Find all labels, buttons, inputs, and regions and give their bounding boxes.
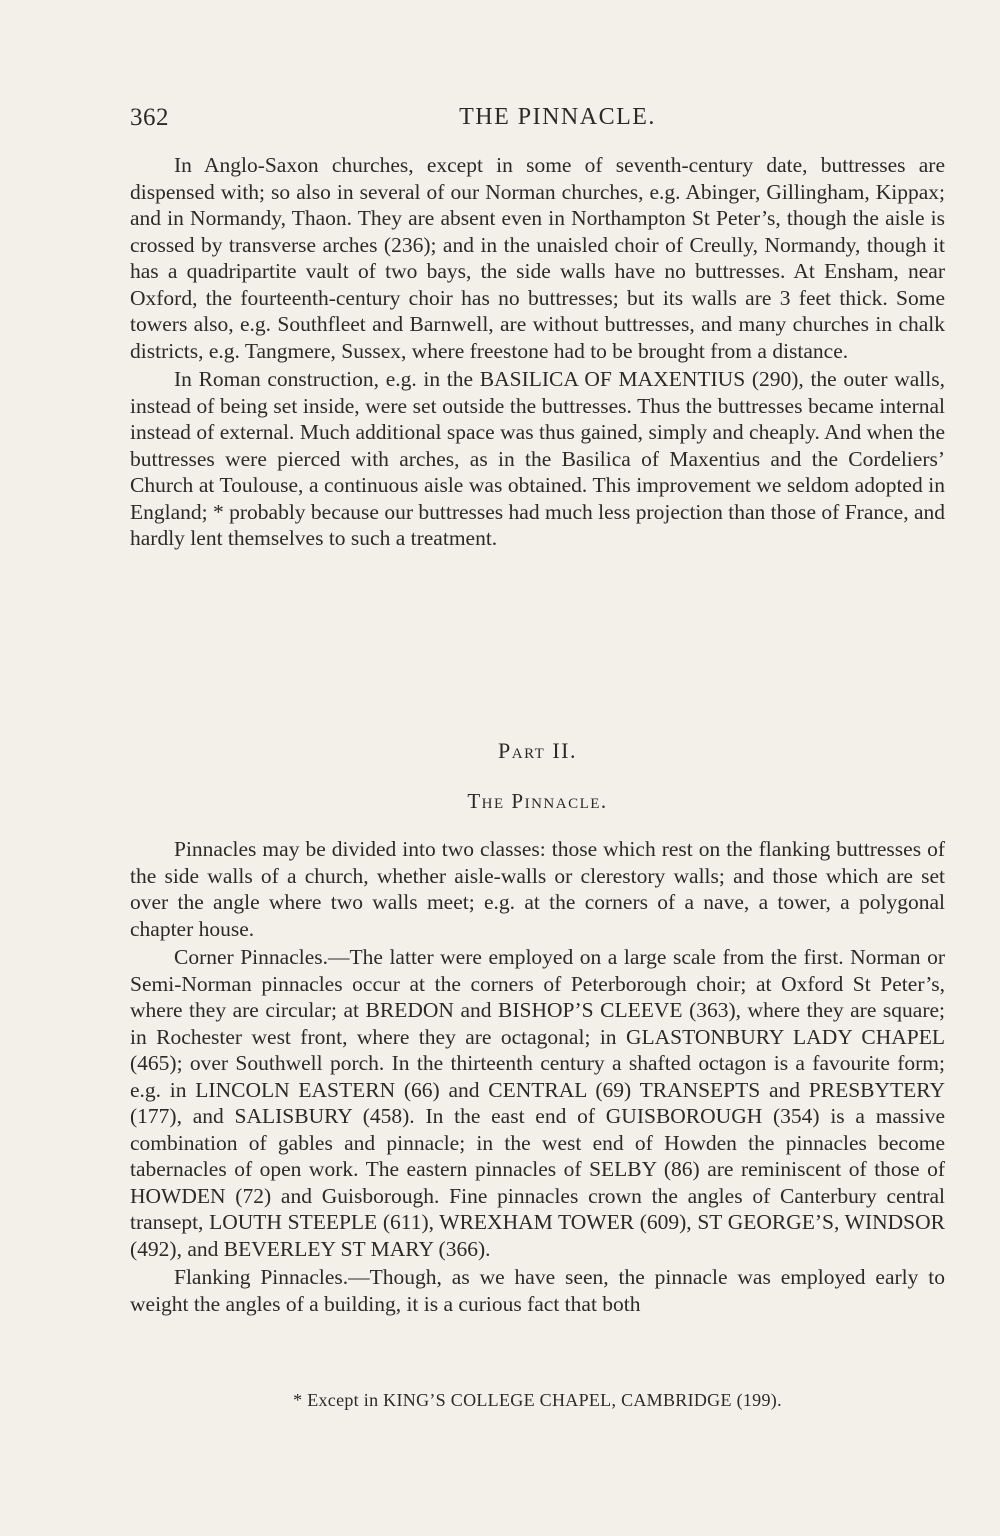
page-header [130,104,945,144]
page-number: 362 [130,104,169,131]
paragraph-corner-pinnacles: Corner Pinnacles.—The latter were employed on a large scale from the first. Norman or Semi-Norman pinnacles occur at the corners of Peterborough choir; at Oxford St Peter’s, where they are circular; at BREDON and BISHOP’S CLEEVE (363), where they are square; in Rochester west front, where they are octagonal; in GLASTONBURY LADY CHAPEL (465); over Southwell porch. In the thirteenth century a shafted octagon is a favourite form; e.g. in LINCOLN EASTERN (66) and CENTRAL (69) TRANSEPTS and PRESBYTERY (177), and SALISBURY (458). In the east end of GUISBOROUGH (354) is a massive combination of gables and pinnacle; in the west end of Howden the pinnacles become tabernacles of open work. The eastern pinnacles of SELBY (86) are reminiscent of those of HOWDEN (72) and Guisborough. Fine pinnacles crown the angles of Canterbury central transept, LOUTH STEEPLE (611), WREXHAM TOWER (609), ST GEORGE’S, WINDSOR (492), and BEVERLEY ST MARY (366). [130,945,945,1261]
paragraph-pinnacle-classes: Pinnacles may be divided into two classes: those which rest on the flanking buttresses of the side walls of a church, whether aisle-walls or clerestory walls; and those which are set over the angle where two walls meet; e.g. at the corners of a nave, a tower, a polygonal chapter house. [130,837,945,941]
bottom-text-block [130,836,945,1317]
paragraph-anglo-saxon: In Anglo-Saxon churches, except in some of seventh-century date, buttresses are dispensed with; so also in several of our Norman churches, e.g. Abinger, Gillingham, Kippax; and in Normandy, Thaon. They are absent even in Northampton St Peter’s, though the aisle is crossed by transverse arches (236); and in the unaisled choir of Creully, Normandy, though it has a quadripartite vault of two bays, the side walls have no buttresses. At Ensham, near Oxford, the fourteenth-century choir has no buttresses; but its walls are 3 feet thick. Some towers also, e.g. Southfleet and Barnwell, are without buttresses, and many churches in chalk districts, e.g. Tangmere, Sussex, where freestone had to be brought from a distance. [130,153,945,363]
footnote: * Except in KING’S COLLEGE CHAPEL, CAMBRIDGE (199). [293,1390,782,1410]
part-heading: Part II. [498,738,577,763]
running-title: THE PINNACLE. [459,104,656,130]
section-heading: The Pinnacle. [467,789,608,813]
top-text-block [130,152,945,552]
paragraph-roman-construction: In Roman construction, e.g. in the BASILICA OF MAXENTIUS (290), the outer walls, instead of being set inside, were set outside the buttresses. Thus the buttresses became internal instead of external. Much additional space was thus gained, simply and cheaply. And when the buttresses were pierced with arches, as in the Basilica of Maxentius and the Cordeliers’ Church at Toulouse, a continuous aisle was obtained. This improvement we seldom adopted in England; * probably because our buttresses had much less projection than those of France, and hardly lent themselves to such a treatment. [130,367,945,550]
paragraph-flanking-pinnacles: Flanking Pinnacles.—Though, as we have seen, the pinnacle was employed early to weight the angles of a building, it is a curious fact that both [130,1265,945,1316]
